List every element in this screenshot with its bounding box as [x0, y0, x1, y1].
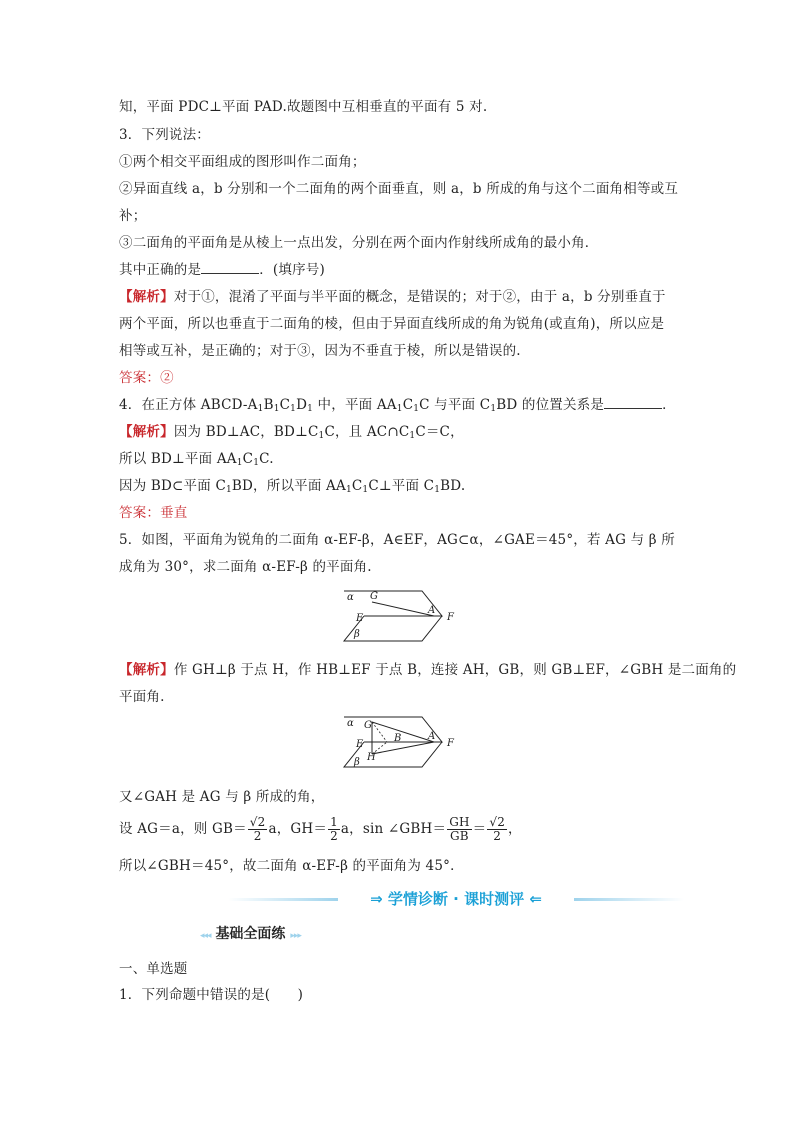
banner-right-arrow-icon: ⇐ — [529, 890, 542, 908]
question-4: 4．在正方体 ABCD-$A_1B_1C_1D_1$ 中，平面 $AA_1C_1C$ 与平面 $C_1BD$ 的位置关系是 ． — [119, 397, 676, 414]
question-3-ask — [119, 261, 325, 279]
question-3-item-1: ①两个相交平面组成的图形叫作二面角； — [119, 154, 366, 170]
mc-question-1: 1．下列命题中错误的是( ) — [119, 987, 304, 1003]
solution-3-line-2: 两个平面，所以也垂直于二面角的棱，但由于异面直线所成的角为锐角(或直角)，所以应是 — [119, 316, 665, 332]
fraction-denominator: 2 — [330, 829, 338, 843]
solution-4-line-3: 因为 BD⊂平面 $C_1BD$，所以平面 $AA_1C_1C\perp$平面 $C_1BD$. — [119, 478, 466, 495]
question-3-title: 3．下列说法： — [119, 127, 210, 143]
solution-tag: 【解析】 — [119, 424, 174, 440]
question-5-line-2: 成角为 30°，求二面角 α-EF-β 的平面角. — [119, 559, 372, 575]
solution-5-line-3: 又∠GAH 是 AG 与 β 所成的角， — [119, 789, 325, 805]
dihedral-angle-figure — [342, 588, 462, 646]
solution-text: a，GH＝ — [268, 821, 328, 837]
answer-blank — [604, 396, 662, 409]
solution-text: a，sin ∠GBH＝ — [340, 821, 447, 837]
label-E: E — [356, 613, 364, 624]
solution-3-line-3: 相等或互补，是正确的；对于③，因为不垂直于棱，所以是错误的. — [119, 343, 521, 359]
solution-5-line-1 — [119, 661, 736, 679]
text-line: 知，平面 PDC⊥平面 PAD.故题图中互相垂直的平面有 5 对. — [119, 99, 488, 115]
fraction-numerator: GH — [449, 815, 470, 829]
section-single-choice: 一、单选题 — [119, 961, 188, 977]
solution-5-line-4: 设 AG＝a，则 GB＝ $\frac{√2}{2}$ a，GH＝ $\frac{1}{2}$ a，sin ∠GBH＝ $\frac{GH}{GB}$ ＝ $\frac{√2}{2}$ ， — [119, 815, 522, 843]
solution-text: 作 GH⊥β 于点 H，作 HB⊥EF 于点 B，连接 AH，GB，则 GB⊥EF，∠GBH 是二面角的 — [173, 662, 737, 678]
q4-text: 4．在正方体 ABCD-A — [119, 397, 258, 413]
label-alpha: α — [347, 592, 354, 603]
fraction-numerator: √2 — [489, 815, 506, 829]
solution-5-line-2: 平面角. — [119, 689, 165, 705]
sub-banner-right-arrows-icon: ▸▸▸ — [290, 931, 301, 941]
solution-4-line-2: 所以 BD⊥平面 $AA_1C_1C$. — [119, 451, 274, 468]
fraction-denominator: GB — [450, 829, 469, 843]
answer-4: 答案：垂直 — [119, 505, 188, 521]
banner-left-arrow-icon: ⇒ — [370, 890, 383, 908]
fraction-1-over-2 — [328, 816, 340, 843]
q4-text-post: 的位置关系是 — [521, 397, 605, 413]
banner-title — [228, 888, 684, 910]
label-G: G — [370, 591, 378, 602]
fraction-GH-over-GB — [447, 816, 471, 843]
ask-text-post: ．(填序号) — [259, 262, 325, 278]
fraction-sqrt2-over-2 — [487, 816, 507, 843]
label-A: A — [428, 731, 436, 742]
fraction-denominator: 2 — [493, 829, 502, 843]
question-3-item-3: ③二面角的平面角是从棱上一点出发，分别在两个面内作射线所成角的最小角． — [119, 235, 599, 251]
label-G: G — [364, 720, 372, 731]
fraction-numerator: √2 — [249, 815, 266, 829]
label-E: E — [356, 739, 364, 750]
solution-text: 因为 BD⊂平面 C — [119, 478, 226, 494]
label-F: F — [447, 738, 454, 749]
label-beta: β — [354, 629, 360, 640]
sub-banner-left-arrows-icon: ◂◂◂ — [200, 931, 211, 941]
sub-banner-title: 基础全面练 — [215, 926, 286, 942]
solution-text: 设 AG＝a，则 GB＝ — [119, 821, 247, 837]
solution-3-line-1 — [119, 288, 666, 306]
section-banner — [228, 888, 684, 910]
answer-3: 答案：② — [119, 370, 174, 386]
label-beta: β — [354, 757, 360, 768]
ask-text: 其中正确的是 — [119, 262, 202, 278]
label-alpha: α — [347, 718, 354, 729]
fraction-numerator: 1 — [330, 815, 338, 829]
solution-text: 所以 BD⊥平面 AA — [119, 451, 237, 467]
question-3-item-2: ②异面直线 a，b 分别和一个二面角的两个面垂直，则 a，b 所成的角与这个二面角相等或互 — [119, 181, 679, 197]
dihedral-angle-solution-figure — [342, 714, 462, 772]
solution-5-line-5: 所以∠GBH＝45°，故二面角 α-EF-β 的平面角为 45°． — [119, 858, 464, 874]
question-5-line-1: 5．如图，平面角为锐角的二面角 α-EF-β，A∈EF，AG⊂α，∠GAE＝45°，若 AG 与 β 所 — [119, 532, 675, 548]
label-F: F — [447, 612, 454, 623]
solution-text: 对于①，混淆了平面与半平面的概念，是错误的；对于②，由于 a，b 分别垂直于 — [173, 289, 666, 305]
question-3-item-2-cont: 补； — [119, 208, 147, 224]
solution-tag: 【解析】 — [119, 289, 174, 305]
label-B: B — [394, 733, 402, 744]
solution-text: 因为 BD⊥AC，BD⊥C — [173, 424, 319, 440]
solution-tag: 【解析】 — [119, 662, 174, 678]
answer-blank — [201, 261, 259, 274]
fraction-denominator: 2 — [253, 829, 262, 843]
sub-banner — [200, 924, 350, 944]
banner-title-text: 学情诊断 · 课时测评 — [387, 890, 525, 908]
fraction-sqrt2-over-2 — [248, 816, 268, 843]
label-H: H — [367, 752, 376, 763]
label-A: A — [428, 605, 436, 616]
solution-4-line-1: 【解析】因为 BD⊥AC，$BD\perp C_1C$，且 $AC\cap C_1C=C$， — [119, 424, 464, 441]
